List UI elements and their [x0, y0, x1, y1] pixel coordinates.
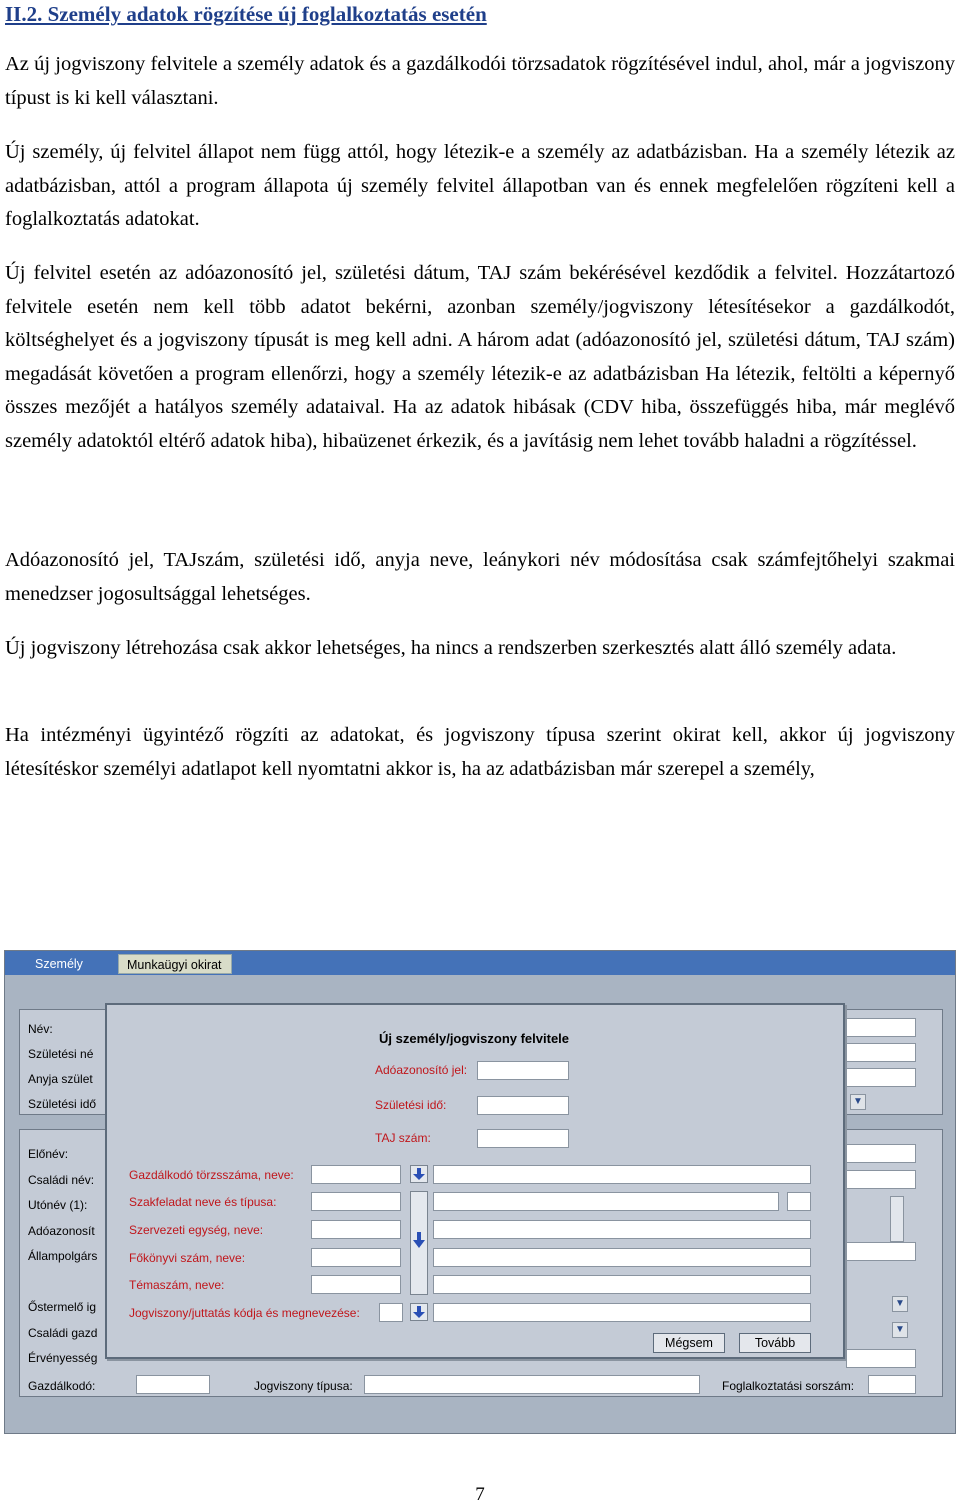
- gazdalkodo-code-input[interactable]: [311, 1165, 401, 1184]
- vertical-scrollbar[interactable]: [890, 1196, 904, 1242]
- down-arrow-icon[interactable]: [410, 1303, 428, 1321]
- page-number: 7: [475, 1484, 485, 1505]
- paragraph-1: Az új jogviszony felvitele a személy adatok és a gazdálkodói törzsadatok rögzítésével indul, ahol, már a jogviszony típust is ki kell választani.: [5, 53, 955, 109]
- label-csaladi-nev: Családi név:: [28, 1173, 95, 1187]
- label-nev: Név:: [28, 1022, 53, 1036]
- anyja-neve-field[interactable]: [846, 1068, 916, 1087]
- label-szuletesi-ido-dialog: Születési idő:: [375, 1098, 447, 1112]
- label-szakfeladat: Szakfeladat neve és típusa:: [129, 1195, 277, 1209]
- label-jogviszony-tipusa: Jogviszony típusa:: [254, 1379, 353, 1393]
- scroll-down-icon[interactable]: ▼: [850, 1094, 866, 1110]
- temaszam-name-input[interactable]: [433, 1275, 811, 1294]
- label-taj-szam: TAJ szám:: [375, 1131, 431, 1145]
- label-temaszam: Témaszám, neve:: [129, 1278, 225, 1292]
- label-szervezeti-egyseg: Szervezeti egység, neve:: [129, 1223, 264, 1237]
- szakfeladat-name-input[interactable]: [433, 1192, 779, 1211]
- dialog-title: Új személy/jogviszony felvitele: [379, 1031, 570, 1046]
- nev-field[interactable]: [846, 1018, 916, 1037]
- sorszam-field[interactable]: [868, 1375, 916, 1394]
- label-utonev: Utónév (1):: [28, 1198, 88, 1212]
- label-foglalkoztatasi-sorszam: Foglalkoztatási sorszám:: [722, 1379, 855, 1393]
- jogviszony-name-input[interactable]: [433, 1303, 811, 1322]
- label-elonev: Előnév:: [28, 1147, 69, 1161]
- section-heading: II.2. Személy adatok rögzítése új foglalkoztatás esetén: [5, 2, 487, 26]
- label-ervenyesseg: Érvényesség: [28, 1351, 98, 1365]
- gazdalkodo-name-input[interactable]: [433, 1165, 811, 1184]
- jogviszony-code-input[interactable]: [379, 1303, 403, 1322]
- gazdalkodo-field[interactable]: [136, 1375, 210, 1394]
- szervezeti-egyseg-name-input[interactable]: [433, 1220, 811, 1239]
- cancel-button[interactable]: Mégsem: [653, 1333, 725, 1353]
- szervezeti-egyseg-code-input[interactable]: [311, 1220, 401, 1239]
- temaszam-code-input[interactable]: [311, 1275, 401, 1294]
- scroll-down-icon[interactable]: ▼: [892, 1322, 908, 1338]
- szakfeladat-type-input[interactable]: [787, 1192, 811, 1211]
- paragraph-5: Új jogviszony létrehozása csak akkor lehetséges, ha nincs a rendszerben szerkesztés alatt álló személy adata.: [5, 637, 897, 659]
- jogviszony-tipusa-field[interactable]: [364, 1375, 700, 1394]
- tab-szemely[interactable]: Személy: [35, 957, 83, 971]
- paragraph-2: Új személy, új felvitel állapot nem függ attól, hogy létezik-e a személy az adatbázisban. Ha a személy létezik az adatbázisban, attól a program állapota új személy felvitel állapotban van és ennek megfelelően rögzíteni kell a foglalkoztatás adatokat.: [5, 141, 955, 230]
- label-allampolgarsag: Állampolgárs: [28, 1249, 98, 1263]
- label-szuletesi-ido: Születési idő: [28, 1097, 97, 1111]
- szuletesi-ido-input[interactable]: [477, 1096, 569, 1115]
- tab-munkaugyi-okirat[interactable]: Munkaügyi okirat: [118, 954, 232, 974]
- szakfeladat-code-input[interactable]: [311, 1192, 401, 1211]
- label-adoazonosito: Adóazonosít: [28, 1224, 95, 1238]
- allampolgarsag-field[interactable]: [846, 1242, 916, 1261]
- paragraph-3: Új felvitel esetén az adóazonosító jel, születési dátum, TAJ szám bekérésével kezdődik a felvitel. Hozzátartozó felvitele esetén nem kell több adatot bekérni, azonban személy/jogviszony létesítésekor a gazdálkodót, költséghelyet és a jogviszony típusát is meg kell adni. A három adat (adóazonosító jel, születési dátum, TAJ szám) megadását követően a program ellenőrzi, hogy a személy létezik-e az adatbázisban Ha létezik, feltölti a képernyő összes mezőjét a hatályos személy adataival. Ha az adatok hibásak (CDV hiba, összefüggés hiba, már meglévő személy adatoktól eltérő adatok hiba), hibaüzenet érkezik, és a javításig nem lehet tovább haladni a rögzítéssel.: [5, 262, 955, 452]
- next-button[interactable]: Tovább: [739, 1333, 811, 1353]
- label-anyja-neve: Anyja szület: [28, 1072, 93, 1086]
- label-fokonyvi-szam: Főkönyvi szám, neve:: [129, 1251, 246, 1265]
- down-arrow-icon[interactable]: [410, 1191, 428, 1295]
- fokonyvi-name-input[interactable]: [433, 1248, 811, 1267]
- szuletesi-nev-field[interactable]: [846, 1043, 916, 1062]
- taj-input[interactable]: [477, 1129, 569, 1148]
- elonev-field[interactable]: [846, 1144, 916, 1163]
- new-person-dialog: [105, 1003, 845, 1359]
- label-szuletesi-nev: Születési né: [28, 1047, 94, 1061]
- down-arrow-icon[interactable]: [410, 1165, 428, 1183]
- paragraph-6: Ha intézményi ügyintéző rögzíti az adatokat, és jogviszony típusa szerint okirat kell, akkor új jogviszony létesítéskor személyi adatlapot kell nyomtatni akkor is, ha az adatbázisban már szerepel a személy,: [5, 724, 955, 780]
- label-adoazonosito-jel: Adóazonosító jel:: [375, 1063, 468, 1077]
- label-ostermelo: Őstermelő ig: [28, 1300, 97, 1314]
- paragraph-4: Adóazonosító jel, TAJszám, születési idő, anyja neve, leánykori név módosítása csak számfejtőhelyi szakmai menedzser jogosultsággal lehetséges.: [5, 549, 955, 605]
- fokonyvi-code-input[interactable]: [311, 1248, 401, 1267]
- ervenyesseg-field[interactable]: [846, 1349, 916, 1368]
- label-csaladi-gazdasag: Családi gazd: [28, 1326, 98, 1340]
- label-jogviszony-kod: Jogviszony/juttatás kódja és megnevezése:: [129, 1306, 360, 1320]
- label-gazdalkodo: Gazdálkodó:: [28, 1379, 96, 1393]
- label-gazdalkodo-torzsszam: Gazdálkodó törzsszáma, neve:: [129, 1168, 294, 1182]
- csaladi-nev-field[interactable]: [846, 1170, 916, 1189]
- adoazonosito-input[interactable]: [477, 1061, 569, 1080]
- scroll-down-icon[interactable]: ▼: [892, 1296, 908, 1312]
- app-window: [4, 950, 956, 1434]
- tab-bar: [5, 951, 955, 975]
